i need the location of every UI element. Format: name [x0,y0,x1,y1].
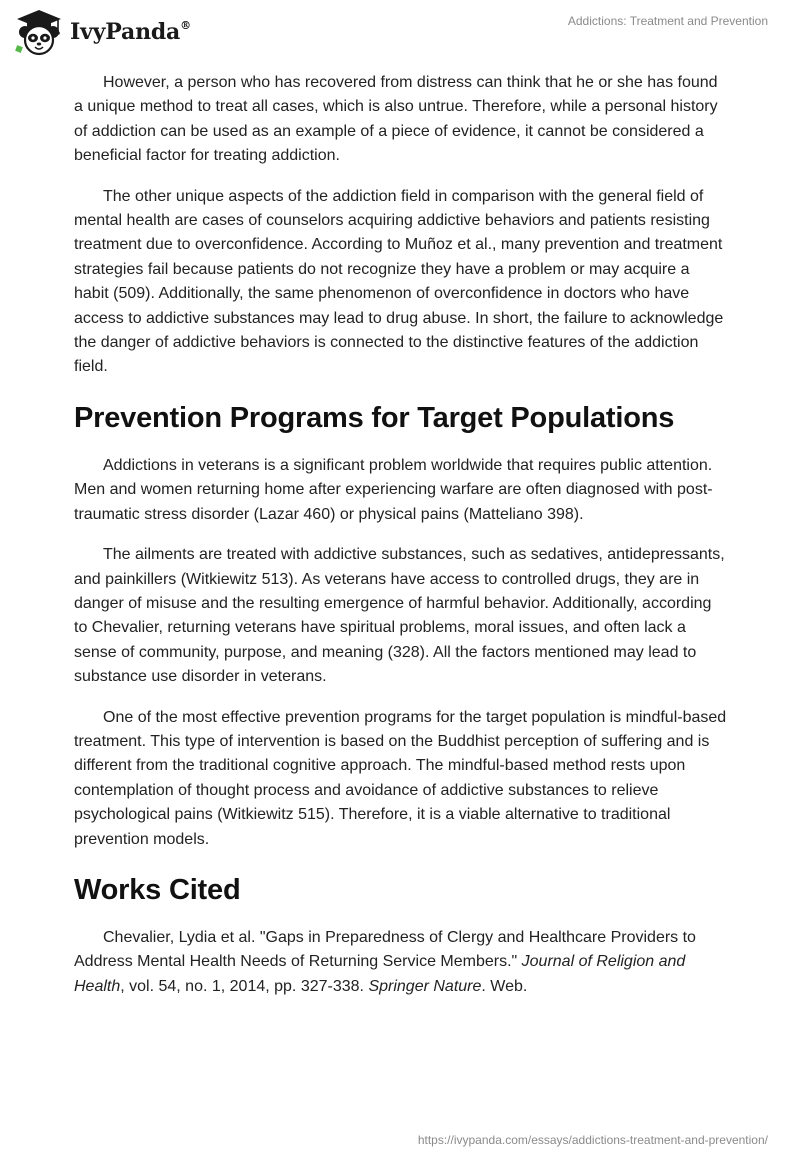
citation-details: , vol. 54, no. 1, 2014, pp. 327-338. [120,977,369,995]
paragraph: The other unique aspects of the addiction field in comparison with the general field of mental health are cases of counselors acquiring addictive behaviors and patients resisting treatment due to overconfidence. According to Muñoz et al., many prevention and treatment strategies fail because patients do not recognize they have a problem or may acquire a habit (509). Additionally, the same phenomenon of overconfidence in doctors who have access to addictive substances may lead to drug abuse. In short, the failure to acknowledge the danger of addictive behaviors is connected to the distinctive features of the addiction field. [74,187,724,376]
paragraph: The ailments are treated with addictive substances, such as sedatives, antidepressants, and painkillers (Witkiewitz 513). As veterans have access to controlled drugs, they are in danger of misuse and the resulting emergence of harmful behavior. Additionally, according to Chevalier, returning veterans have spiritual problems, moral issues, and often lack a sense of community, purpose, and meaning (328). All the factors mentioned may lead to substance use disorder in veterans. [74,546,725,686]
citation-authors-title: Chevalier, Lydia et al. "Gaps in Preparedness of Clergy and Healthcare Providers to Address Mental Health Needs of Returning Service Members." [74,928,696,971]
source-url[interactable]: https://ivypanda.com/essays/addictions-treatment-and-prevention/ [417,1133,768,1147]
panda-graduate-icon [14,8,64,56]
paragraph: Addictions in veterans is a significant problem worldwide that requires public attention. Men and women returning home after experiencing warfare are often diagnosed with post-traumatic stress disorder (Lazar 460) or physical pains (Matteliano 398). [74,456,713,523]
page-header [0,0,800,64]
section-heading: Prevention Programs for Target Populations [74,401,675,434]
works-cited-heading: Works Cited [74,873,241,906]
paragraph: One of the most effective prevention programs for the target population is mindful-based treatment. This type of intervention is based on the Buddhist perception of suffering and is different from the traditional cognitive approach. The mindful-based method rests upon contemplation of thought process and avoidance of addictive substances to relieve psychological pains (Witkiewitz 515). Therefore, it is a viable alternative to traditional prevention models. [74,708,727,848]
document-title: Addictions: Treatment and Prevention [567,14,768,28]
brand-name: IvyPanda® [70,18,191,45]
paragraph: However, a person who has recovered from distress can think that he or she has found a unique method to treat all cases, which is also untrue. Therefore, while a personal history of addiction can be used as an example of a piece of evidence, it cannot be considered a beneficial factor for treating addiction. [74,74,718,165]
ivypanda-logo[interactable] [14,8,191,56]
essay-content [74,71,728,1015]
citation-medium: . Web. [481,977,528,995]
citation-database: Springer Nature [368,977,482,995]
citation-journal: Journal of Religion and Health [74,953,686,995]
citation-entry [74,926,728,999]
